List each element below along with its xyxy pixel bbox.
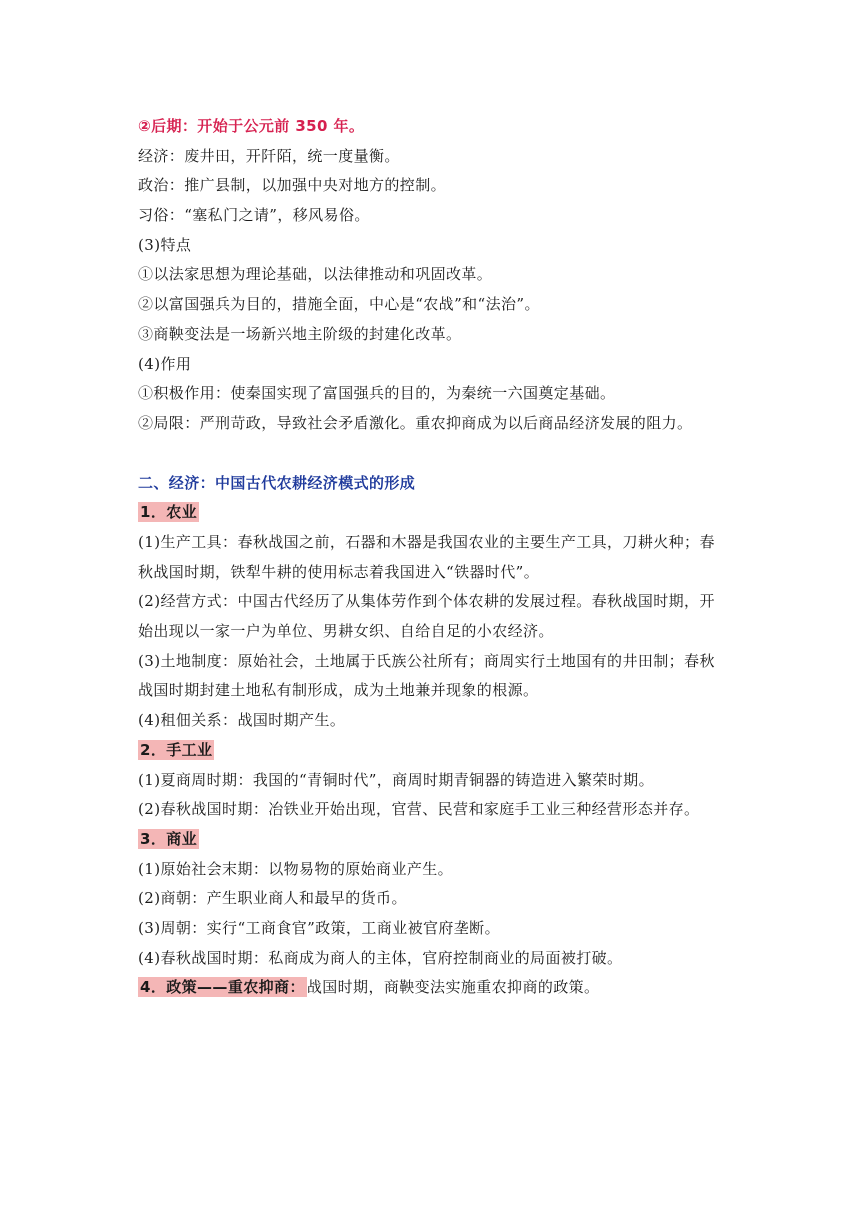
customs-line: 习俗：“塞私门之请”，移风易俗。 xyxy=(138,206,370,225)
agriculture-item-2: (2)经营方式：中国古代经历了从集体劳作到个体农耕的发展过程。春秋战国时期，开始出现以一家一户为单位、男耕女织、自给自足的小农经济。 xyxy=(138,592,715,641)
feature-item-3: ③商鞅变法是一场新兴地主阶级的封建化改革。 xyxy=(138,324,462,343)
economy-line: 经济：废井田，开阡陌，统一度量衡。 xyxy=(138,146,400,165)
effect-item-1: ①积极作用：使秦国实现了富国强兵的目的，为秦统一六国奠定基础。 xyxy=(138,384,616,403)
feature-item-1: ①以法家思想为理论基础，以法律推动和巩固改革。 xyxy=(138,265,493,284)
commerce-item-2: (2)商朝：产生职业商人和最早的货币。 xyxy=(138,889,407,908)
agriculture-item-3: (3)土地制度：原始社会，土地属于氏族公社所有；商周实行土地国有的井田制；春秋战国时期封建土地私有制形成，成为土地兼并现象的根源。 xyxy=(138,651,715,700)
feature-item-2: ②以富国强兵为目的，措施全面，中心是“农战”和“法治”。 xyxy=(138,295,540,314)
agriculture-item-4: (4)租佃关系：战国时期产生。 xyxy=(138,711,346,730)
commerce-title: 3．商业 xyxy=(140,829,198,848)
handicraft-item-2: (2)春秋战国时期：冶铁业开始出现，官营、民营和家庭手工业三种经营形态并存。 xyxy=(138,800,700,819)
handicraft-item-1: (1)夏商周时期：我国的“青铜时代”，商周时期青铜器的铸造进入繁荣时期。 xyxy=(138,770,654,789)
commerce-item-1: (1)原始社会末期：以物易物的原始商业产生。 xyxy=(138,859,454,878)
politics-line: 政治：推广县制，以加强中央对地方的控制。 xyxy=(138,176,447,195)
policy-title: 4．政策——重农抑商： xyxy=(140,978,305,997)
effect-item-2: ②局限：严刑苛政，导致社会矛盾激化。重农抑商成为以后商品经济发展的阻力。 xyxy=(138,413,693,432)
features-title: (3)特点 xyxy=(138,235,192,254)
agriculture-item-1: (1)生产工具：春秋战国之前，石器和木器是我国农业的主要生产工具，刀耕火种；春秋战国时期，铁犁牛耕的使用标志着我国进入“铁器时代”。 xyxy=(138,532,715,581)
agriculture-title: 1．农业 xyxy=(140,503,198,522)
policy-text: 战国时期，商鞅变法实施重农抑商的政策。 xyxy=(306,978,600,997)
commerce-item-3: (3)周朝：实行“工商食官”政策，工商业被官府垄断。 xyxy=(138,919,500,937)
section2-heading: 二、经济：中国古代农耕经济模式的形成 xyxy=(138,473,416,492)
commerce-item-4: (4)春秋战国时期：私商成为商人的主体，官府控制商业的局面被打破。 xyxy=(138,948,623,967)
handicraft-title: 2．手工业 xyxy=(140,740,213,759)
document-content xyxy=(138,112,728,1003)
effects-title: (4)作用 xyxy=(138,354,192,373)
later-period-heading: ②后期：开始于公元前 350 年。 xyxy=(138,117,365,135)
